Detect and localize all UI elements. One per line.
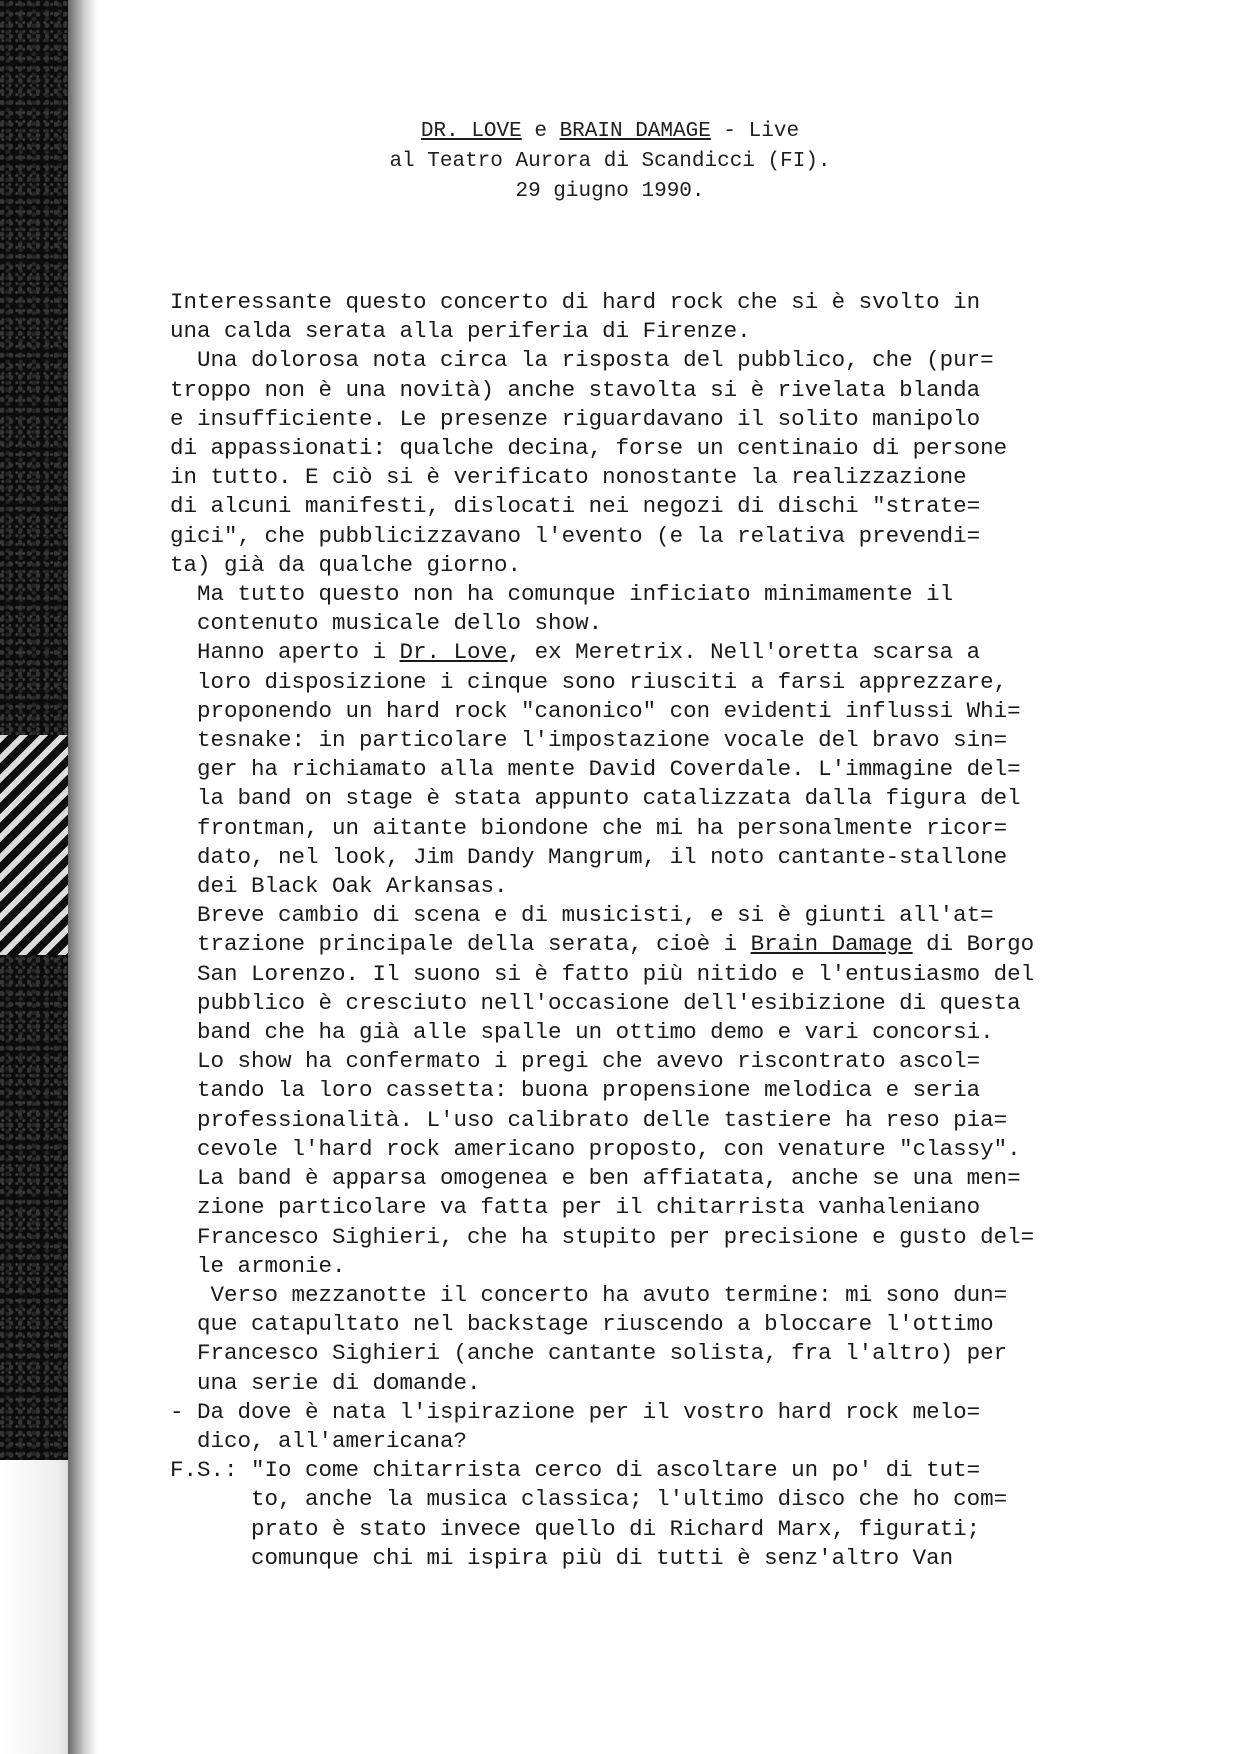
inline-band-brain-damage: Brain Damage [750,931,913,958]
article-text-part-2: , ex Meretrix. Nell'oretta scarsa a loro disposizione i cinque sono riusciti a farsi apprezzare, proponendo un hard rock "canonico" con evidenti influssi Whi= tesnake: in particolare l'impostazione vocale del bravo sin= ger ha richiamato alla mente David Coverdale. L'immagine del= la band on stage è stata appunto catalizzata dalla figura del frontman, un aitante biondone che mi ha personalmente ricor= dato, nel look, Jim Dandy Mangrum, il noto cantante-stallone dei Black Oak Arkansas. Breve cambio di scena e di musicisti, e si è giunti all'at= trazione principale della serata, cioè i [197,639,1021,958]
article-header [300,117,920,207]
header-line-1 [300,117,920,147]
binding-fold [0,735,70,955]
scan-binding-edge [0,0,80,1754]
binding-lower-page [0,1460,72,1754]
article-body [170,288,1180,1573]
band-name-dr-love: DR. LOVE [420,120,522,143]
header-venue: al Teatro Aurora di Scandicci (FI). [389,150,831,173]
article-text-part-3: di Borgo San Lorenzo. Il suono si è fatto più nitido e l'entusiasmo del pubblico è cresciuto nell'occasione dell'esibizione di questa band che ha già alle spalle un ottimo demo e vari concorsi. Lo show ha confermato i pregi che avevo riscontrato ascol= tando la loro cassetta: buona propensione melodica e seria professionalità. L'uso calibrato delle tastiere ha reso pia= cevole l'hard rock americano proposto, con venature "classy". La band è apparsa omogenea e ben affiatata, anche se una men= zione particolare va fatta per il chitarrista vanhaleniano Francesco Sighieri, che ha stupito per precisione e gusto del= le armonie. Verso mezzanotte il concerto ha avuto termine: mi sono dun= que catapultato nel backstage riuscendo a bloccare l'ottimo Francesco Sighieri (anche cantante solista, fra l'altro) per una serie di domande. - Da dove è nata l'ispirazione per il vostro hard rock melo= dico, all'americana? F.S.: "Io come chitarrista cerco di ascoltare un po' di tut= to, anche la musica classica; l'ultimo disco che ho com= prato è stato invece quello di Richard Marx, figurati; comunque chi mi ispira più di tutti è senz'altro Van [170,931,1035,1571]
binding-shadow [68,0,98,1754]
band-name-brain-damage: BRAIN DAMAGE [559,120,711,143]
article-text-part-1: Interessante questo concerto di hard rock che si è svolto in una calda serata alla periferia di Firenze. Una dolorosa nota circa la risposta del pubblico, che (pur= troppo non è una novità) anche stavolta si è rivelata blanda e insufficiente. Le presenze riguardavano il solito manipolo di appassionati: qualche decina, forse un centinaio di persone in tutto. E ciò si è verificato nonostante la realizzazione di alcuni manifesti, dislocati nei negozi di dischi "strate= gici", che pubblicizzavano l'evento (e la relativa prevendi= ta) già da qualche giorno. Ma tutto questo non ha comunque inficiato minimamente il contenuto musicale dello show. Hanno aperto i [170,289,1008,666]
header-dash: - [723,120,737,143]
header-date: 29 giugno 1990. [515,180,705,203]
inline-band-dr-love: Dr. Love [399,639,508,666]
header-conjunction: e [534,120,547,143]
header-live: Live [748,120,800,143]
